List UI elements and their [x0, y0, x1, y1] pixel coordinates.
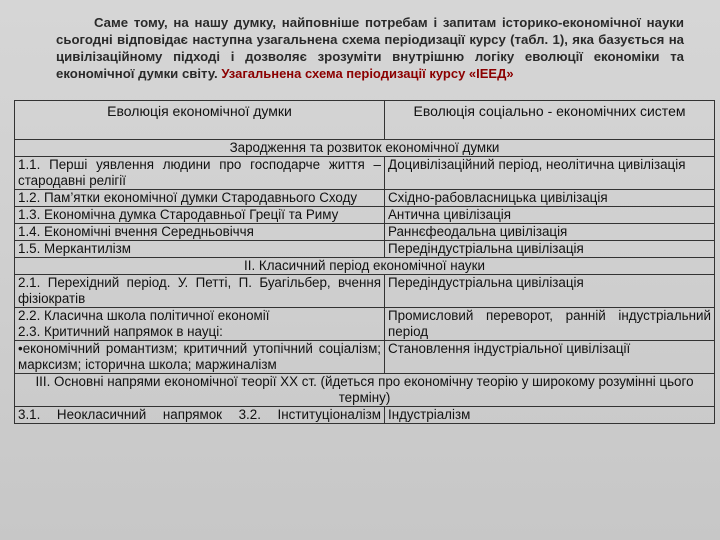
row-1-5-left: 1.5. Меркантилізм	[15, 241, 385, 258]
row-2-3-right: Становлення індустріальної цивілізації	[385, 341, 715, 374]
row-3-1-left: 3.1. Неокласичний напрямок 3.2. Інституціоналізм	[15, 407, 385, 424]
table-row	[15, 224, 715, 241]
section-row-3	[15, 374, 715, 407]
intro-line-4: еволюції економіки та економічної думки світу.	[56, 49, 684, 81]
header-socio-economic-systems: Еволюція соціально - економічних систем	[385, 101, 715, 140]
row-2-3-left: •економічний романтизм; критичний утопічний соціалізм; марксизм; історична школа; маржиналізм	[15, 341, 385, 374]
row-1-1-right: Доцивілізаційний період, неолітична цивілізація	[385, 157, 715, 190]
row-1-3-left: 1.3. Економічна думка Стародавньої Греції та Риму	[15, 207, 385, 224]
row-1-5-right: Передіндустріальна цивілізація	[385, 241, 715, 258]
row-1-3-right: Антична цивілізація	[385, 207, 715, 224]
periodization-table	[14, 100, 715, 424]
table-row	[15, 157, 715, 190]
row-3-1-right: Індустріалізм	[385, 407, 715, 424]
table-row	[15, 341, 715, 374]
row-1-4-right: Раннєфеодальна цивілізація	[385, 224, 715, 241]
table-row	[15, 207, 715, 224]
section-3-title: ІІІ. Основні напрями економічної теорії ХХ ст. (йдеться про економічну теорію у широкому розумінні цього терміну)	[15, 374, 715, 407]
row-2-2-right: Промисловий переворот, ранній індустріальний період	[385, 308, 715, 341]
row-1-2-right: Східно-рабовласницька цивілізація	[385, 190, 715, 207]
section-1-title: Зародження та розвиток економічної думки	[15, 140, 715, 157]
section-row-1	[15, 140, 715, 157]
row-1-2-left: 1.2. Пам’ятки економічної думки Стародавнього Сходу	[15, 190, 385, 207]
table-header-row	[15, 101, 715, 140]
table-caption: Узагальнена схема періодизації курсу «ІЕЕД»	[221, 66, 514, 81]
intro-paragraph	[56, 14, 684, 82]
row-1-4-left: 1.4. Економічні вчення Середньовіччя	[15, 224, 385, 241]
section-row-2	[15, 258, 715, 275]
row-2-1-left: 2.1. Перехідний період. У. Петті, П. Буагільбер, вчення фізіократів	[15, 275, 385, 308]
table-row	[15, 190, 715, 207]
row-1-1-left: 1.1. Перші уявлення людини про господарче життя – стародавні релігії	[15, 157, 385, 190]
table-row	[15, 275, 715, 308]
section-2-title: ІІ. Класичний період економічної науки	[15, 258, 715, 275]
table-row	[15, 308, 715, 341]
intro-line-3: яка базується на цивілізаційному підході і дозволяє зрозуміти внутрішню логіку	[56, 32, 684, 64]
header-economic-thought: Еволюція економічної думки	[15, 101, 385, 140]
intro-line-1: Саме тому, на нашу думку, найповніше потребам і запитам історико-економічної	[94, 15, 641, 30]
table-row	[15, 241, 715, 258]
intro-line-2: науки сьогодні відповідає наступна узагальнена схема періодизації курсу (табл. 1),	[56, 15, 684, 47]
row-2-1-right: Передіндустріальна цивілізація	[385, 275, 715, 308]
row-2-2-left: 2.2. Класична школа політичної економії 2.3. Критичний напрямок в науці:	[15, 308, 385, 341]
table-row	[15, 407, 715, 424]
